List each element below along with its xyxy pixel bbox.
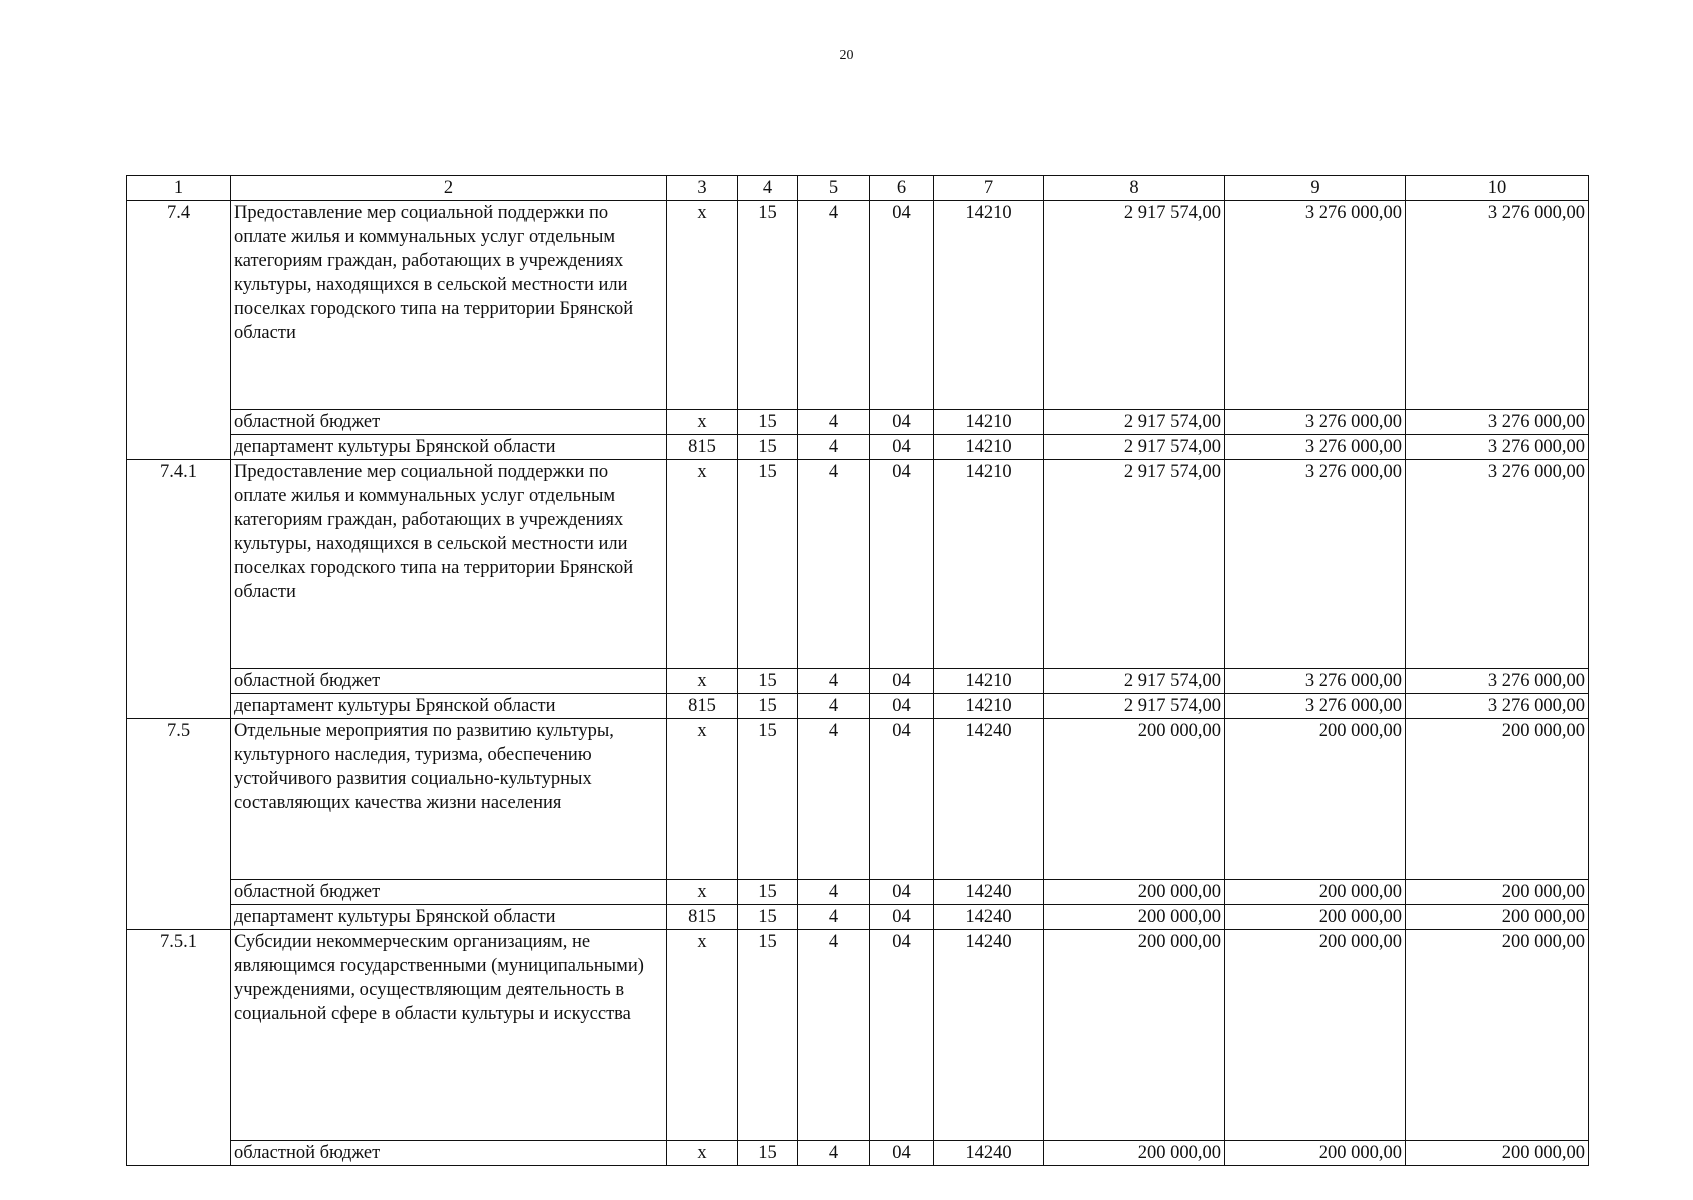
cell-col4: 15: [738, 201, 798, 410]
item-number: 7.4.1: [127, 460, 231, 719]
cell-col6: 04: [870, 1141, 934, 1166]
cell-col5: 4: [798, 669, 870, 694]
cell-col9: 3 276 000,00: [1225, 435, 1406, 460]
item-description: областной бюджет: [231, 1141, 667, 1166]
cell-col3: х: [667, 201, 738, 410]
cell-col3: 815: [667, 905, 738, 930]
cell-col6: 04: [870, 201, 934, 410]
table-row: [127, 930, 1589, 1141]
cell-col4: 15: [738, 719, 798, 880]
cell-col10: 3 276 000,00: [1406, 435, 1589, 460]
header-row: [127, 176, 1589, 201]
cell-col9: 200 000,00: [1225, 719, 1406, 880]
cell-col8: 2 917 574,00: [1044, 669, 1225, 694]
item-description: областной бюджет: [231, 669, 667, 694]
item-description: областной бюджет: [231, 410, 667, 435]
table-row: [127, 669, 1589, 694]
cell-col4: 15: [738, 905, 798, 930]
cell-col6: 04: [870, 930, 934, 1141]
cell-col5: 4: [798, 410, 870, 435]
cell-col10: 200 000,00: [1406, 930, 1589, 1141]
table-row: [127, 905, 1589, 930]
cell-col4: 15: [738, 460, 798, 669]
cell-col3: 815: [667, 435, 738, 460]
cell-col3: х: [667, 719, 738, 880]
cell-col10: 3 276 000,00: [1406, 694, 1589, 719]
item-description: областной бюджет: [231, 880, 667, 905]
cell-col9: 200 000,00: [1225, 905, 1406, 930]
cell-col7: 14210: [934, 435, 1044, 460]
cell-col6: 04: [870, 719, 934, 880]
header-cell: 7: [934, 176, 1044, 201]
header-cell: 1: [127, 176, 231, 201]
cell-col10: 200 000,00: [1406, 905, 1589, 930]
cell-col7: 14240: [934, 905, 1044, 930]
cell-col7: 14240: [934, 719, 1044, 880]
cell-col3: х: [667, 460, 738, 669]
cell-col8: 200 000,00: [1044, 880, 1225, 905]
cell-col9: 3 276 000,00: [1225, 410, 1406, 435]
cell-col8: 2 917 574,00: [1044, 201, 1225, 410]
cell-col5: 4: [798, 460, 870, 669]
cell-col5: 4: [798, 201, 870, 410]
header-cell: 5: [798, 176, 870, 201]
cell-col8: 2 917 574,00: [1044, 460, 1225, 669]
cell-col9: 3 276 000,00: [1225, 669, 1406, 694]
cell-col9: 200 000,00: [1225, 880, 1406, 905]
cell-col3: х: [667, 1141, 738, 1166]
cell-col5: 4: [798, 880, 870, 905]
table-row: [127, 719, 1589, 880]
table-row: [127, 460, 1589, 669]
page-number: 20: [839, 48, 854, 63]
item-description: департамент культуры Брянской области: [231, 694, 667, 719]
cell-col7: 14210: [934, 694, 1044, 719]
cell-col4: 15: [738, 669, 798, 694]
cell-col8: 200 000,00: [1044, 1141, 1225, 1166]
cell-col10: 3 276 000,00: [1406, 201, 1589, 410]
cell-col8: 200 000,00: [1044, 719, 1225, 880]
item-description: Предоставление мер социальной поддержки по оплате жилья и коммунальных услуг отдельным категориям граждан, работающих в учреждениях культуры, находящихся в сельской местности или поселках городского типа на территории Брянской области: [231, 460, 667, 669]
cell-col10: 200 000,00: [1406, 880, 1589, 905]
cell-col5: 4: [798, 435, 870, 460]
table-row: [127, 410, 1589, 435]
cell-col6: 04: [870, 410, 934, 435]
cell-col3: х: [667, 669, 738, 694]
cell-col5: 4: [798, 1141, 870, 1166]
table-row: [127, 201, 1589, 410]
cell-col10: 200 000,00: [1406, 1141, 1589, 1166]
budget-table: [126, 175, 1589, 1166]
cell-col8: 200 000,00: [1044, 930, 1225, 1141]
header-cell: 4: [738, 176, 798, 201]
cell-col3: х: [667, 880, 738, 905]
cell-col3: 815: [667, 694, 738, 719]
item-number: 7.5.1: [127, 930, 231, 1166]
cell-col10: 3 276 000,00: [1406, 410, 1589, 435]
cell-col7: 14210: [934, 410, 1044, 435]
cell-col7: 14240: [934, 930, 1044, 1141]
cell-col7: 14210: [934, 460, 1044, 669]
cell-col5: 4: [798, 905, 870, 930]
item-description: Предоставление мер социальной поддержки по оплате жилья и коммунальных услуг отдельным категориям граждан, работающих в учреждениях культуры, находящихся в сельской местности или поселках городского типа на территории Брянской области: [231, 201, 667, 410]
item-description: Субсидии некоммерческим организациям, не являющимся государственными (муниципальными) учреждениями, осуществляющим деятельность в социальной сфере в области культуры и искусства: [231, 930, 667, 1141]
cell-col9: 3 276 000,00: [1225, 460, 1406, 669]
cell-col6: 04: [870, 694, 934, 719]
cell-col9: 3 276 000,00: [1225, 201, 1406, 410]
cell-col9: 200 000,00: [1225, 1141, 1406, 1166]
cell-col8: 200 000,00: [1044, 905, 1225, 930]
header-cell: 6: [870, 176, 934, 201]
cell-col4: 15: [738, 1141, 798, 1166]
cell-col3: х: [667, 930, 738, 1141]
table-row: [127, 435, 1589, 460]
cell-col6: 04: [870, 460, 934, 669]
cell-col4: 15: [738, 435, 798, 460]
cell-col5: 4: [798, 694, 870, 719]
cell-col4: 15: [738, 694, 798, 719]
cell-col6: 04: [870, 905, 934, 930]
table-row: [127, 880, 1589, 905]
cell-col5: 4: [798, 719, 870, 880]
cell-col4: 15: [738, 880, 798, 905]
cell-col7: 14210: [934, 201, 1044, 410]
cell-col8: 2 917 574,00: [1044, 694, 1225, 719]
cell-col4: 15: [738, 930, 798, 1141]
item-description: департамент культуры Брянской области: [231, 435, 667, 460]
cell-col9: 3 276 000,00: [1225, 694, 1406, 719]
table-row: [127, 1141, 1589, 1166]
item-number: 7.5: [127, 719, 231, 930]
cell-col9: 200 000,00: [1225, 930, 1406, 1141]
cell-col10: 200 000,00: [1406, 719, 1589, 880]
header-cell: 9: [1225, 176, 1406, 201]
item-description: департамент культуры Брянской области: [231, 905, 667, 930]
cell-col4: 15: [738, 410, 798, 435]
cell-col6: 04: [870, 669, 934, 694]
cell-col3: х: [667, 410, 738, 435]
cell-col7: 14210: [934, 669, 1044, 694]
item-description: Отдельные мероприятия по развитию культуры, культурного наследия, туризма, обеспечению устойчивого развития социально-культурных составляющих качества жизни населения: [231, 719, 667, 880]
cell-col5: 4: [798, 930, 870, 1141]
cell-col8: 2 917 574,00: [1044, 435, 1225, 460]
header-cell: 2: [231, 176, 667, 201]
table-row: [127, 694, 1589, 719]
item-number: 7.4: [127, 201, 231, 460]
cell-col6: 04: [870, 435, 934, 460]
cell-col7: 14240: [934, 880, 1044, 905]
cell-col6: 04: [870, 880, 934, 905]
cell-col7: 14240: [934, 1141, 1044, 1166]
header-cell: 8: [1044, 176, 1225, 201]
cell-col10: 3 276 000,00: [1406, 669, 1589, 694]
cell-col8: 2 917 574,00: [1044, 410, 1225, 435]
header-cell: 10: [1406, 176, 1589, 201]
cell-col10: 3 276 000,00: [1406, 460, 1589, 669]
header-cell: 3: [667, 176, 738, 201]
